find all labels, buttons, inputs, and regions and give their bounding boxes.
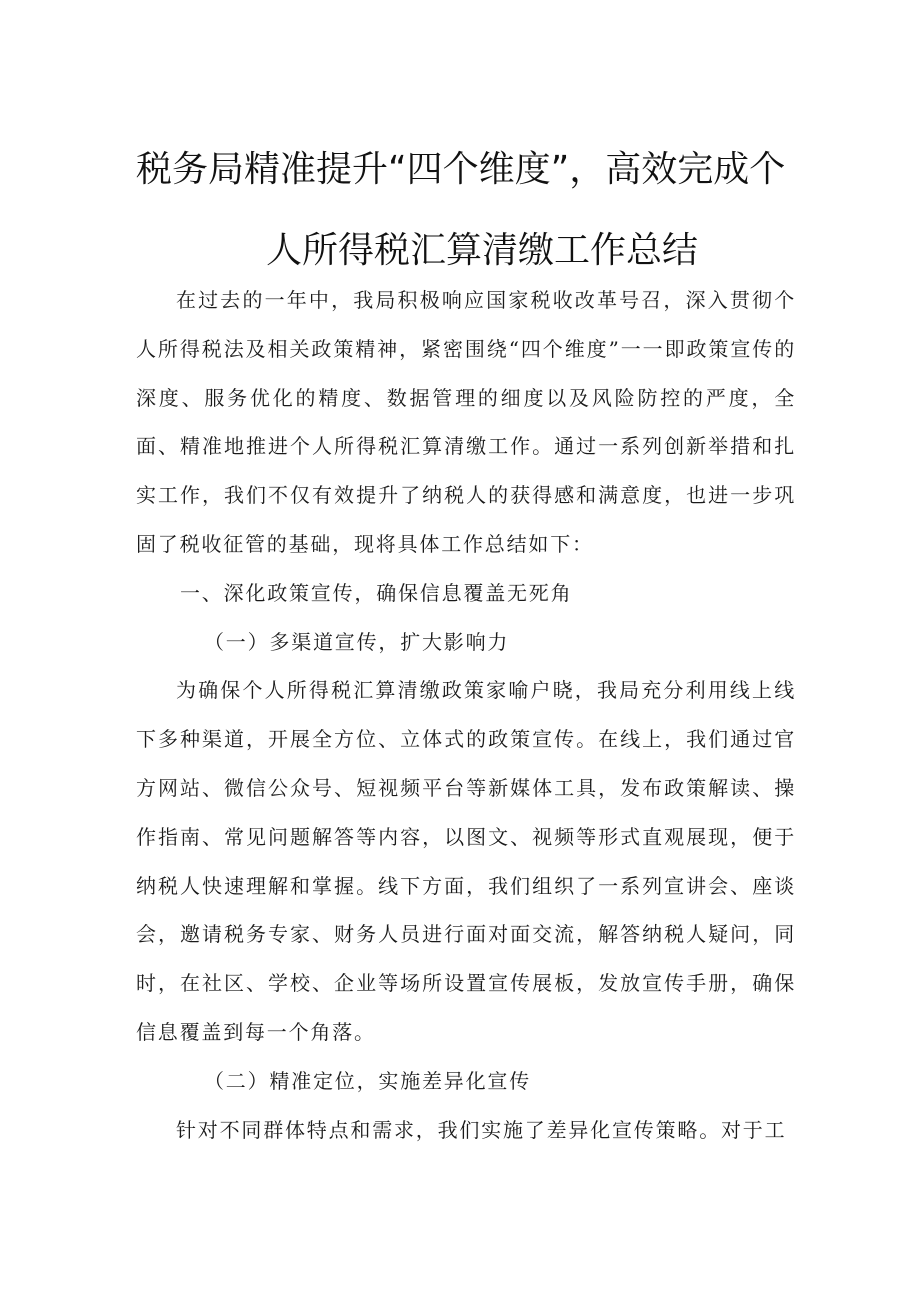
subsection-1-1-paragraph: 为确保个人所得税汇算清缴政策家喻户晓，我局充分利用线上线下多种渠道，开展全方位、立体式的政策宣传。在线上，我们通过官方网站、微信公众号、短视频平台等新媒体工具，发布政策解读、操作指南、常见问题解答等内容，以图文、视频等形式直观展现，便于纳税人快速理解和掌握。线下方面，我们组织了一系列宣讲会、座谈会，邀请税务专家、财务人员进行面对面交流，解答纳税人疑问，同时，在社区、学校、企业等场所设置宣传展板，发放宣传手册，确保信息覆盖到每一个角落。: [136, 678, 796, 1044]
subsection-1-2-paragraph: 针对不同群体特点和需求，我们实施了差异化宣传策略。对于工: [176, 1117, 787, 1142]
document-title-line-2: 人所得税汇算清缴工作总结: [266, 230, 699, 271]
subsection-1-1-heading: （一）多渠道宣传，扩大影响力: [204, 629, 510, 654]
section-1-heading: 一、深化政策宣传，确保信息覆盖无死角: [180, 580, 573, 605]
subsection-1-2-heading: （二）精准定位，实施差异化宣传: [204, 1068, 531, 1093]
document-body: [136, 276, 796, 1154]
intro-paragraph: 在过去的一年中，我局积极响应国家税收改革号召，深入贯彻个人所得税法及相关政策精神，紧密围绕“四个维度”一一即政策宣传的深度、服务优化的精度、数据管理的细度以及风险防控的严度，全面、精准地推进个人所得税汇算清缴工作。通过一系列创新举措和扎实工作，我们不仅有效提升了纳税人的获得感和满意度，也进一步巩固了税收征管的基础，现将具体工作总结如下：: [136, 288, 796, 556]
document-title-line-1: 税务局精准提升“四个维度”，高效完成个: [136, 149, 786, 190]
